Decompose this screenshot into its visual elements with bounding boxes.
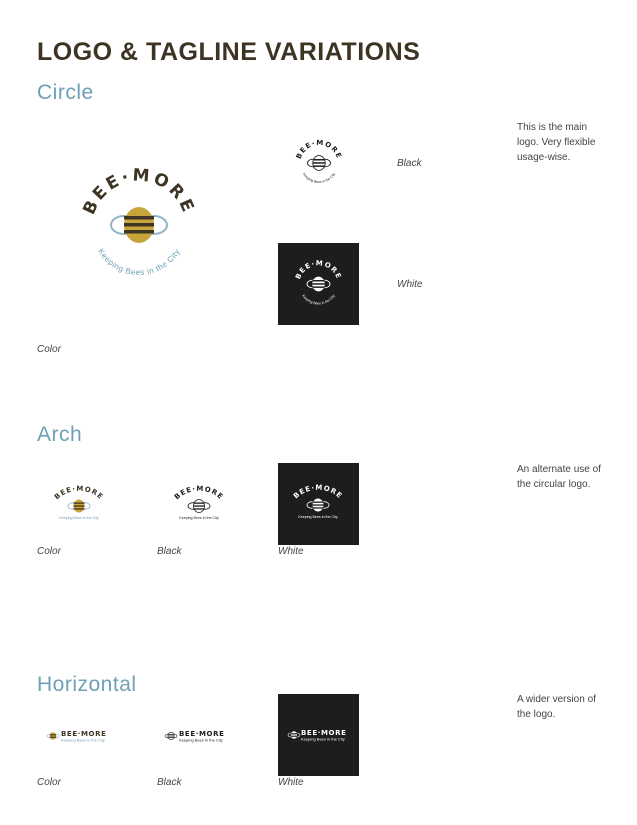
brand-name-text: BEE·MORE xyxy=(179,730,225,738)
tagline-text: Keeping Bees in the City xyxy=(96,247,182,278)
tagline-text: Keeping Bees in the City xyxy=(301,293,336,306)
section-heading-horizontal: Horizontal xyxy=(37,673,137,696)
brand-name-text: BEE·MORE xyxy=(53,484,105,502)
caption-arch-black: Black xyxy=(157,546,182,557)
brand-name-text: BEE·MORE xyxy=(294,259,343,281)
bee-icon xyxy=(165,732,177,740)
note-circle: This is the main logo. Very flexible usage-wise. xyxy=(517,122,596,163)
page-title: LOGO & TAGLINE VARIATIONS xyxy=(37,38,421,66)
logo-arch-white-tile xyxy=(278,463,359,545)
bee-icon xyxy=(68,500,90,513)
bee-icon xyxy=(307,499,329,512)
caption-circle-white: White xyxy=(397,279,423,290)
bee-icon xyxy=(288,731,300,739)
brand-name-text: BEE·MORE xyxy=(61,730,107,738)
bee-icon xyxy=(188,500,210,513)
brand-name-text: BEE·MORE xyxy=(173,484,225,502)
note-horizontal: A wider version of the logo. xyxy=(517,694,596,720)
logo-arch-black xyxy=(168,486,230,522)
note-arch: An alternate use of the circular logo. xyxy=(517,464,601,490)
logo-horizontal-color xyxy=(46,727,118,745)
brand-name-text: BEE·MORE xyxy=(79,165,199,218)
bee-icon xyxy=(307,277,330,292)
tagline-text: Keeping Bees in the City xyxy=(61,737,105,743)
tagline-text: Keeping Bees in the City xyxy=(298,515,338,519)
caption-circle-black: Black xyxy=(397,158,422,169)
tagline-text: Keeping Bees in the City xyxy=(179,516,219,520)
caption-horizontal-white: White xyxy=(278,777,304,788)
logo-circle-color xyxy=(78,165,200,280)
caption-horizontal-color: Color xyxy=(37,777,61,788)
tagline-text: Keeping Bees in the City xyxy=(301,172,337,185)
brand-name-text: BEE·MORE xyxy=(294,138,344,161)
bee-icon xyxy=(308,156,331,171)
logo-circle-black xyxy=(294,140,344,186)
brand-name-text: BEE·MORE xyxy=(292,483,344,501)
logo-horizontal-black xyxy=(164,727,236,745)
caption-arch-white: White xyxy=(278,546,304,557)
section-heading-arch: Arch xyxy=(37,423,83,446)
logo-horizontal-white-tile xyxy=(278,694,359,776)
tagline-text: Keeping Bees in the City xyxy=(301,736,345,742)
brand-name-text: BEE·MORE xyxy=(301,729,347,737)
section-heading-circle: Circle xyxy=(37,81,94,104)
tagline-text: Keeping Bees in the City xyxy=(59,516,99,520)
caption-horizontal-black: Black xyxy=(157,777,182,788)
tagline-text: Keeping Bees in the City xyxy=(179,737,223,743)
bee-icon xyxy=(47,732,59,740)
caption-circle-color: Color xyxy=(37,344,61,355)
logo-arch-color xyxy=(48,486,110,522)
bee-icon xyxy=(111,207,167,243)
caption-arch-color: Color xyxy=(37,546,61,557)
logo-circle-white-tile xyxy=(278,243,359,325)
